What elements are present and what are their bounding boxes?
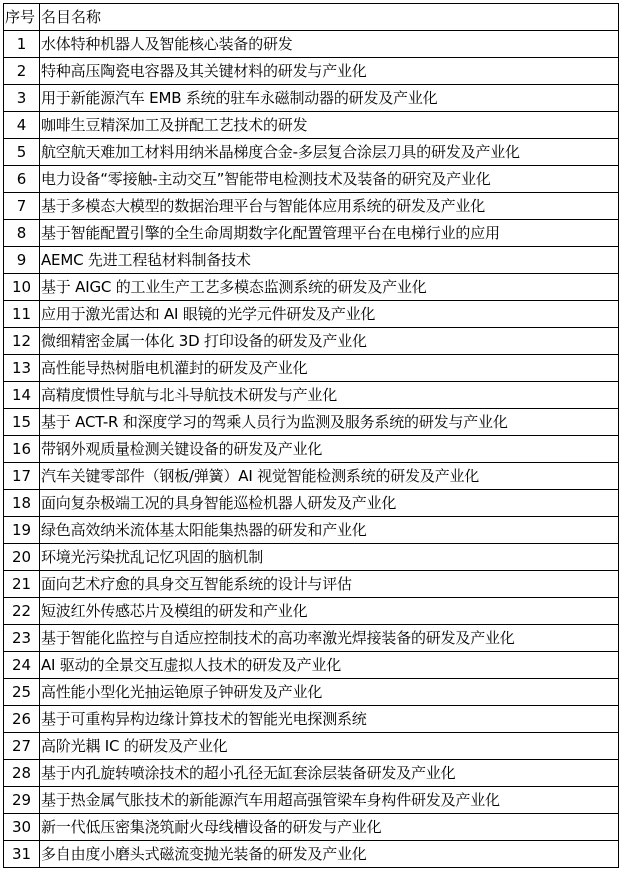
row-number: 31: [4, 841, 40, 868]
project-name: 高精度惯性导航与北斗导航技术研发与产业化: [40, 382, 619, 409]
row-number: 10: [4, 274, 40, 301]
table-row: [4, 112, 619, 139]
project-name: 高阶光耦 IC 的研发及产业化: [40, 733, 619, 760]
project-name: 咖啡生豆精深加工及拼配工艺技术的研发: [40, 112, 619, 139]
row-number: 3: [4, 85, 40, 112]
row-number: 15: [4, 409, 40, 436]
row-number: 28: [4, 760, 40, 787]
row-number: 24: [4, 652, 40, 679]
row-number: 30: [4, 814, 40, 841]
project-name: 航空航天难加工材料用纳米晶梯度合金-多层复合涂层刀具的研发及产业化: [40, 139, 619, 166]
table-row: [4, 58, 619, 85]
table-row: [4, 409, 619, 436]
row-number: 16: [4, 436, 40, 463]
project-name: 面向艺术疗愈的具身交互智能系统的设计与评估: [40, 571, 619, 598]
row-number: 11: [4, 301, 40, 328]
project-name: 水体特种机器人及智能核心装备的研发: [40, 31, 619, 58]
table-row: [4, 436, 619, 463]
table-row: [4, 787, 619, 814]
project-name: 电力设备“零接触-主动交互”智能带电检测技术及装备的研究及产业化: [40, 166, 619, 193]
row-number: 5: [4, 139, 40, 166]
project-name: 基于多模态大模型的数据治理平台与智能体应用系统的研发及产业化: [40, 193, 619, 220]
table-row: [4, 733, 619, 760]
table-row: [4, 463, 619, 490]
project-name: 高性能导热树脂电机灌封的研发及产业化: [40, 355, 619, 382]
row-number: 14: [4, 382, 40, 409]
project-name: 基于 ACT-R 和深度学习的驾乘人员行为监测及服务系统的研发与产业化: [40, 409, 619, 436]
project-name: 特种高压陶瓷电容器及其关键材料的研发与产业化: [40, 58, 619, 85]
project-name: 基于 AIGC 的工业生产工艺多模态监测系统的研发及产业化: [40, 274, 619, 301]
table-header-row: [4, 4, 619, 31]
row-number: 9: [4, 247, 40, 274]
project-name: 高性能小型化光抽运铯原子钟研发及产业化: [40, 679, 619, 706]
row-number: 26: [4, 706, 40, 733]
row-number: 4: [4, 112, 40, 139]
table-row: [4, 517, 619, 544]
project-name: 汽车关键零部件（钢板/弹簧）AI 视觉智能检测系统的研发及产业化: [40, 463, 619, 490]
table-row: [4, 706, 619, 733]
row-number: 8: [4, 220, 40, 247]
table-row: [4, 166, 619, 193]
table-row: [4, 31, 619, 58]
row-number: 19: [4, 517, 40, 544]
table-row: [4, 85, 619, 112]
row-number: 21: [4, 571, 40, 598]
row-number: 17: [4, 463, 40, 490]
row-number: 1: [4, 31, 40, 58]
header-number: 序号: [4, 4, 40, 31]
project-name: 环境光污染扰乱记忆巩固的脑机制: [40, 544, 619, 571]
table-row: [4, 571, 619, 598]
table-row: [4, 814, 619, 841]
row-number: 2: [4, 58, 40, 85]
project-name: 短波红外传感芯片及模组的研发和产业化: [40, 598, 619, 625]
project-table: [3, 3, 619, 868]
table-row: [4, 760, 619, 787]
project-name: 微细精密金属一体化 3D 打印设备的研发及产业化: [40, 328, 619, 355]
table-row: [4, 598, 619, 625]
table-row: [4, 382, 619, 409]
table-row: [4, 301, 619, 328]
table-row: [4, 328, 619, 355]
project-name: 用于新能源汽车 EMB 系统的驻车永磁制动器的研发及产业化: [40, 85, 619, 112]
table-row: [4, 274, 619, 301]
project-name: 新一代低压密集浇筑耐火母线槽设备的研发与产业化: [40, 814, 619, 841]
row-number: 29: [4, 787, 40, 814]
header-name: 名目名称: [40, 4, 619, 31]
table-row: [4, 841, 619, 868]
row-number: 22: [4, 598, 40, 625]
row-number: 20: [4, 544, 40, 571]
row-number: 13: [4, 355, 40, 382]
table-row: [4, 139, 619, 166]
row-number: 12: [4, 328, 40, 355]
row-number: 27: [4, 733, 40, 760]
project-name: 应用于激光雷达和 AI 眼镜的光学元件研发及产业化: [40, 301, 619, 328]
table-body: [4, 31, 619, 868]
project-list-sheet: [3, 3, 618, 868]
table-row: [4, 220, 619, 247]
project-name: 多自由度小磨头式磁流变抛光装备的研发及产业化: [40, 841, 619, 868]
row-number: 6: [4, 166, 40, 193]
project-name: 基于智能化监控与自适应控制技术的高功率激光焊接装备的研发及产业化: [40, 625, 619, 652]
row-number: 23: [4, 625, 40, 652]
table-row: [4, 544, 619, 571]
table-row: [4, 355, 619, 382]
project-name: 基于内孔旋转喷涂技术的超小孔径无缸套涂层装备研发及产业化: [40, 760, 619, 787]
row-number: 25: [4, 679, 40, 706]
project-name: 绿色高效纳米流体基太阳能集热器的研发和产业化: [40, 517, 619, 544]
table-row: [4, 247, 619, 274]
row-number: 7: [4, 193, 40, 220]
table-row: [4, 652, 619, 679]
table-row: [4, 490, 619, 517]
project-name: 基于智能配置引擎的全生命周期数字化配置管理平台在电梯行业的应用: [40, 220, 619, 247]
table-row: [4, 679, 619, 706]
project-name: AI 驱动的全景交互虚拟人技术的研发及产业化: [40, 652, 619, 679]
table-row: [4, 625, 619, 652]
project-name: AEMC 先进工程毡材料制备技术: [40, 247, 619, 274]
row-number: 18: [4, 490, 40, 517]
project-name: 基于可重构异构边缘计算技术的智能光电探测系统: [40, 706, 619, 733]
project-name: 面向复杂极端工况的具身智能巡检机器人研发及产业化: [40, 490, 619, 517]
table-row: [4, 193, 619, 220]
project-name: 基于热金属气胀技术的新能源汽车用超高强管梁车身构件研发及产业化: [40, 787, 619, 814]
project-name: 带钢外观质量检测关键设备的研发及产业化: [40, 436, 619, 463]
